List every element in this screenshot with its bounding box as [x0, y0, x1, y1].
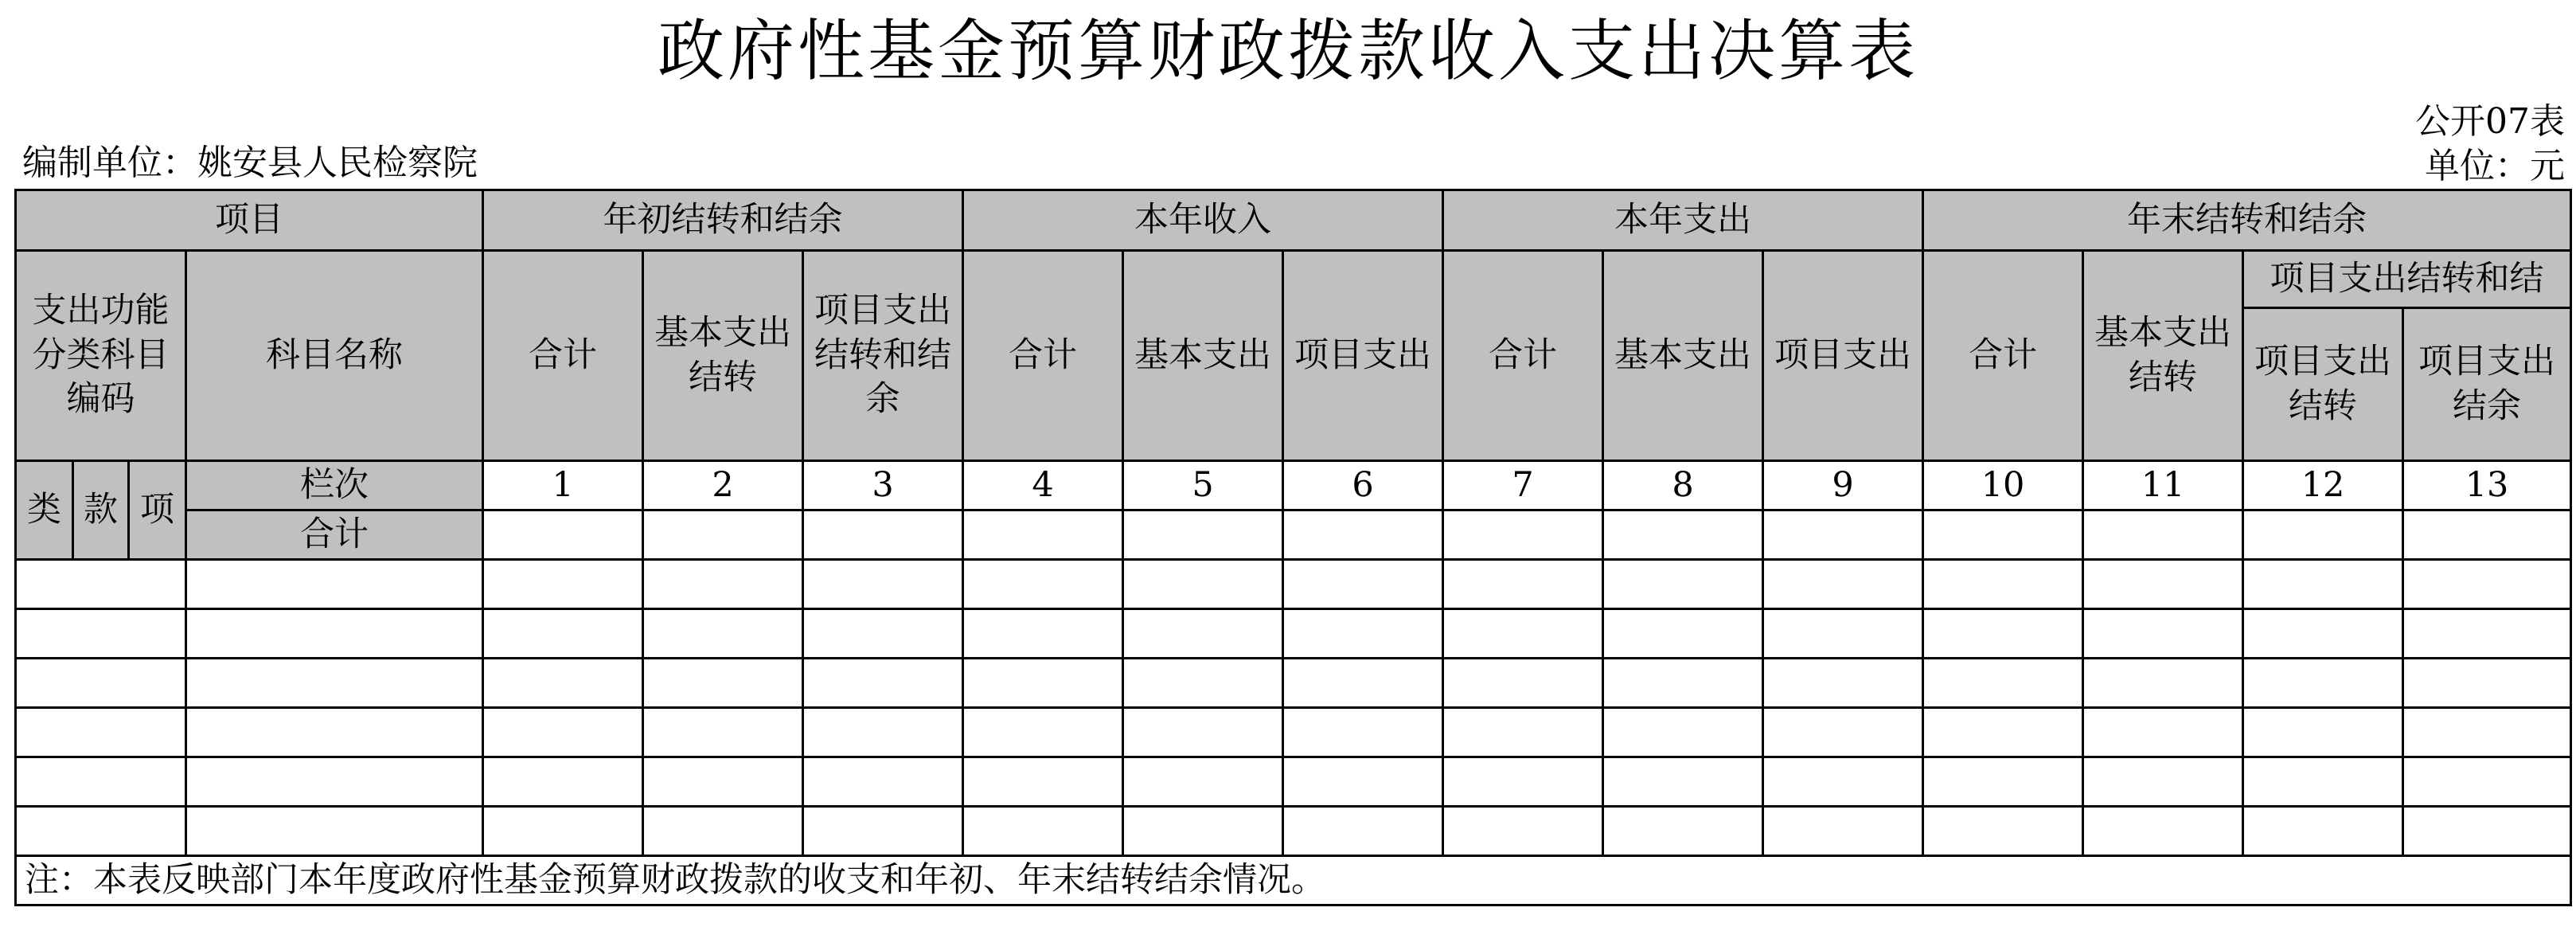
table-cell [483, 757, 643, 807]
header-closing-total: 合计 [1923, 251, 2083, 461]
table-cell [643, 659, 803, 708]
table-cell [803, 708, 963, 757]
table-cell [2403, 560, 2571, 609]
header-income: 本年收入 [963, 190, 1443, 251]
table-row [16, 659, 2571, 708]
table-cell [1923, 609, 2083, 659]
table-note: 注：本表反映部门本年度政府性基金预算财政拨款的收支和年初、年末结转结余情况。 [16, 856, 2571, 905]
table-row [16, 757, 2571, 807]
table-cell [1123, 807, 1283, 856]
table-cell [16, 609, 186, 659]
table-cell [643, 609, 803, 659]
column-number: 2 [643, 461, 803, 510]
table-cell [963, 708, 1123, 757]
table-cell [643, 807, 803, 856]
table-cell [803, 659, 963, 708]
table-cell [2243, 757, 2403, 807]
table-cell [2083, 708, 2243, 757]
table-cell [2083, 560, 2243, 609]
table-cell [2083, 609, 2243, 659]
table-cell [1923, 807, 2083, 856]
page-title: 政府性基金预算财政拨款收入支出决算表 [657, 12, 1918, 90]
column-number: 7 [1443, 461, 1603, 510]
table-cell [803, 510, 963, 560]
table-cell [1283, 510, 1443, 560]
table-cell [1923, 757, 2083, 807]
table-cell [16, 659, 186, 708]
column-number: 9 [1763, 461, 1923, 510]
table-cell [1443, 659, 1603, 708]
table-row [16, 560, 2571, 609]
header-income-basic: 基本支出 [1123, 251, 1283, 461]
table-cell [1283, 708, 1443, 757]
header-closing: 年末结转和结余 [1923, 190, 2571, 251]
table-cell [803, 560, 963, 609]
header-expense: 本年支出 [1443, 190, 1923, 251]
table-cell [1763, 708, 1923, 757]
table-cell [1603, 560, 1763, 609]
column-number: 4 [963, 461, 1123, 510]
table-cell [2083, 659, 2243, 708]
table-cell [963, 609, 1123, 659]
header-func-code: 支出功能分类科目编码 [16, 251, 186, 461]
header-opening: 年初结转和结余 [483, 190, 963, 251]
table-row-total [16, 510, 2571, 560]
table-cell [1443, 708, 1603, 757]
table-cell [2403, 807, 2571, 856]
table-cell [186, 659, 483, 708]
table-cell [2403, 708, 2571, 757]
table-cell [1923, 708, 2083, 757]
table-cell [16, 757, 186, 807]
table-cell [2403, 757, 2571, 807]
header-xiang: 项 [129, 461, 186, 560]
unit-label: 单位：元 [2425, 146, 2565, 186]
table-cell [963, 659, 1123, 708]
table-cell [186, 757, 483, 807]
table-cell [1923, 659, 2083, 708]
table-cell [2403, 609, 2571, 659]
table-cell [2243, 560, 2403, 609]
table-cell [1123, 659, 1283, 708]
table-cell [963, 757, 1123, 807]
table-cell [186, 708, 483, 757]
header-closing-proj-surplus: 项目支出结余 [2403, 308, 2571, 461]
table-cell [2243, 708, 2403, 757]
header-closing-proj-group: 项目支出结转和结 [2243, 251, 2571, 308]
header-opening-proj: 项目支出结转和结余 [803, 251, 963, 461]
org-label: 编制单位：姚安县人民检察院 [22, 143, 478, 183]
header-income-total: 合计 [963, 251, 1123, 461]
table-cell [483, 708, 643, 757]
table-cell [643, 560, 803, 609]
table-cell [2243, 807, 2403, 856]
table-cell [2403, 659, 2571, 708]
table-cell [1123, 757, 1283, 807]
table-cell [2083, 757, 2243, 807]
table-cell [643, 757, 803, 807]
column-number: 8 [1603, 461, 1763, 510]
header-expense-basic: 基本支出 [1603, 251, 1763, 461]
header-closing-proj-carry: 项目支出结转 [2243, 308, 2403, 461]
table-cell [1763, 757, 1923, 807]
table-cell [1763, 807, 1923, 856]
table-cell [1763, 659, 1923, 708]
table-cell [483, 807, 643, 856]
table-cell [1443, 560, 1603, 609]
table-cell [963, 510, 1123, 560]
table-cell [1283, 757, 1443, 807]
table-row [16, 708, 2571, 757]
table-cell [483, 510, 643, 560]
column-number: 11 [2083, 461, 2243, 510]
table-cell [1603, 659, 1763, 708]
column-number: 5 [1123, 461, 1283, 510]
table-cell [1923, 510, 2083, 560]
table-cell [1123, 510, 1283, 560]
header-closing-basic-carry: 基本支出结转 [2083, 251, 2243, 461]
table-row [16, 807, 2571, 856]
table-cell [16, 708, 186, 757]
column-number: 3 [803, 461, 963, 510]
table-cell [963, 807, 1123, 856]
header-expense-proj: 项目支出 [1763, 251, 1923, 461]
table-cell [1763, 510, 1923, 560]
header-kuan: 款 [73, 461, 129, 560]
table-cell [803, 807, 963, 856]
table-cell [1123, 609, 1283, 659]
row-total-label: 合计 [186, 510, 483, 560]
table-cell [1283, 659, 1443, 708]
table-cell [1603, 807, 1763, 856]
table-cell [803, 757, 963, 807]
table-row [16, 609, 2571, 659]
table-cell [1283, 807, 1443, 856]
budget-table [14, 189, 2572, 906]
table-cell [1763, 560, 1923, 609]
column-number: 12 [2243, 461, 2403, 510]
table-cell [2243, 659, 2403, 708]
table-cell [1443, 609, 1603, 659]
empty-rows [16, 560, 2571, 856]
column-number: 6 [1283, 461, 1443, 510]
table-cell [186, 560, 483, 609]
header-column-order: 栏次 [186, 461, 483, 510]
table-cell [483, 659, 643, 708]
table-cell [1603, 757, 1763, 807]
table-cell [186, 807, 483, 856]
column-number: 10 [1923, 461, 2083, 510]
table-cell [1603, 609, 1763, 659]
table-cell [1603, 510, 1763, 560]
header-opening-basic-carry: 基本支出结转 [643, 251, 803, 461]
table-cell [16, 807, 186, 856]
table-cell [1443, 510, 1603, 560]
table-cell [1603, 708, 1763, 757]
column-number: 1 [483, 461, 643, 510]
table-cell [2083, 807, 2243, 856]
table-cell [16, 560, 186, 609]
table-cell [1443, 757, 1603, 807]
table-cell [483, 609, 643, 659]
header-lei: 类 [16, 461, 73, 560]
table-cell [1123, 560, 1283, 609]
table-cell [186, 609, 483, 659]
table-cell [2243, 510, 2403, 560]
table-cell [483, 560, 643, 609]
table-cell [2403, 510, 2571, 560]
table-cell [963, 560, 1123, 609]
table-cell [1283, 609, 1443, 659]
header-income-proj: 项目支出 [1283, 251, 1443, 461]
header-subject-name: 科目名称 [186, 251, 483, 461]
table-cell [1923, 560, 2083, 609]
table-cell [2243, 609, 2403, 659]
table-cell [1443, 807, 1603, 856]
header-expense-total: 合计 [1443, 251, 1603, 461]
table-cell [803, 609, 963, 659]
table-cell [1283, 560, 1443, 609]
header-item: 项目 [16, 190, 483, 251]
table-cell [643, 510, 803, 560]
table-code: 公开07表 [2415, 101, 2565, 142]
column-number: 13 [2403, 461, 2571, 510]
table-cell [1123, 708, 1283, 757]
table-cell [2083, 510, 2243, 560]
table-cell [1763, 609, 1923, 659]
header-opening-total: 合计 [483, 251, 643, 461]
table-cell [643, 708, 803, 757]
